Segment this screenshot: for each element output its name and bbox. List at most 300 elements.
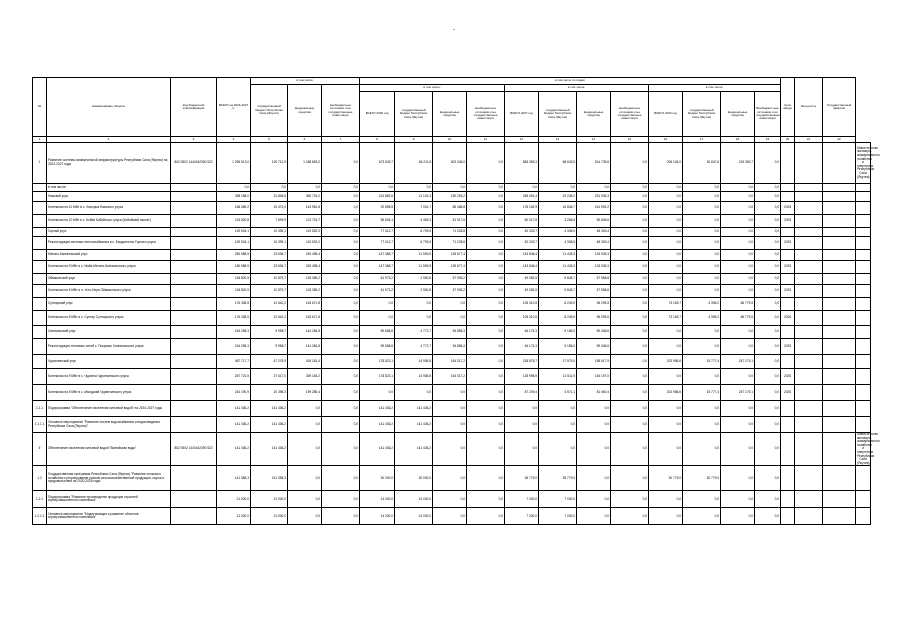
value-cell: 0,0 <box>433 184 467 192</box>
value-cell: 0,0 <box>322 202 360 215</box>
value-cell: 0,0 <box>467 385 505 401</box>
value-cell: 0,0 <box>721 369 755 385</box>
value-cell: 0,0 <box>649 326 683 339</box>
value-cell: 202 986,6 <box>649 355 683 369</box>
row-code: 802 0502 1440442390 522 <box>171 433 217 466</box>
value-cell <box>823 202 856 215</box>
value-cell: 0,0 <box>322 466 360 491</box>
value-cell: 141 436,2 <box>395 417 433 433</box>
value-cell: 0,0 <box>755 339 781 355</box>
value-cell <box>795 401 823 417</box>
value-cell <box>795 215 823 228</box>
value-cell: 0,0 <box>611 433 649 466</box>
value-cell: 54 886,3 <box>433 339 467 355</box>
row-customer <box>856 192 871 202</box>
column-number: 15 <box>611 137 649 143</box>
value-cell: 35 779,0 <box>539 466 577 491</box>
value-cell: 0,0 <box>467 285 505 298</box>
value-cell <box>781 491 795 508</box>
value-cell: 11 445,3 <box>539 261 577 274</box>
row-code <box>171 491 217 508</box>
value-cell: 176 338,5 <box>217 298 251 311</box>
value-cell: 77 412,7 <box>360 237 395 250</box>
row-number <box>33 250 47 261</box>
value-cell <box>781 433 795 466</box>
value-cell: 61 973,2 <box>360 285 395 298</box>
value-cell: 0,0 <box>467 466 505 491</box>
table-row <box>33 326 871 339</box>
value-cell <box>823 339 856 355</box>
value-cell: 141 436,2 <box>395 433 433 466</box>
value-cell: 7 000,0 <box>505 491 539 508</box>
column-number: 14 <box>577 137 611 143</box>
value-cell <box>795 261 823 274</box>
value-cell: 2025 <box>781 202 795 215</box>
value-cell: 0,0 <box>505 433 539 466</box>
value-cell: 0,0 <box>433 385 467 401</box>
value-cell: 20 398,3 <box>251 385 288 401</box>
value-cell: 2025 <box>781 385 795 401</box>
column-number: 20 <box>781 137 795 143</box>
header-local: Внебюджет-ные источники и не государственные инвестиции <box>755 92 781 137</box>
value-cell: 143 848,4 <box>505 261 539 274</box>
row-customer: Министерство жилищно-коммунального хозяйства и энергетики Республики Саха (Якутия) <box>856 143 871 184</box>
row-code <box>171 228 217 237</box>
value-cell <box>795 202 823 215</box>
row-customer: Министерство жилищно-коммунального хозяйства и энергетики Республики Саха (Якутия) <box>857 432 880 465</box>
table-row <box>33 466 871 491</box>
value-cell <box>795 433 823 466</box>
row-name: Основное мероприятие "Модернизация и развитие объектов агропромышленного комплекса" <box>47 508 171 525</box>
value-cell: 59 406,6 <box>577 326 611 339</box>
value-cell: 0,0 <box>577 401 611 417</box>
value-cell: 0,0 <box>288 433 322 466</box>
value-cell: 1 296 513,0 <box>217 143 251 184</box>
column-number: 3 <box>171 137 217 143</box>
value-cell: 6 793,9 <box>395 228 433 237</box>
row-name: Котельная на 10 МВт в с. Хатырык Намского улуса <box>47 202 171 215</box>
value-cell: 119 532,0 <box>288 228 322 237</box>
row-name: Котельная на 8 МВт в с. Сунтар Сунтарского улуса <box>47 311 171 326</box>
row-code <box>171 192 217 202</box>
value-cell: 10 879,7 <box>251 274 288 285</box>
value-cell: 0,0 <box>683 369 721 385</box>
header-no: № <box>33 78 47 137</box>
header-group: в том числе: <box>360 85 505 92</box>
value-cell: 2025 <box>781 369 795 385</box>
value-cell: 0,0 <box>395 184 433 192</box>
value-cell: 0,0 <box>683 237 721 250</box>
value-cell: 0,0 <box>288 417 322 433</box>
row-customer <box>856 369 871 385</box>
value-cell: 30 779,0 <box>683 466 721 491</box>
row-code <box>171 202 217 215</box>
row-code <box>171 285 217 298</box>
value-cell: 0,0 <box>755 311 781 326</box>
value-cell: 49 082,5 <box>505 274 539 285</box>
value-cell: 66 779,5 <box>721 298 755 311</box>
value-cell: 0,0 <box>577 417 611 433</box>
value-cell <box>823 355 856 369</box>
value-cell <box>823 285 856 298</box>
column-number: 22 <box>823 137 856 143</box>
row-code: 802 0502 1440442390 522 <box>171 143 217 184</box>
row-number <box>33 237 47 250</box>
table-row <box>33 228 871 237</box>
row-code <box>171 184 217 192</box>
value-cell: 105 310,5 <box>505 311 539 326</box>
row-name: Обеспечение населения питьевой водой "Вилюйская вода" <box>47 433 171 466</box>
value-cell <box>781 143 795 184</box>
row-customer <box>856 285 871 298</box>
table-row <box>33 192 871 202</box>
value-cell: 141 358,3 <box>251 466 288 491</box>
value-cell: 0,0 <box>505 184 539 192</box>
value-cell: 339 184,2 <box>288 369 322 385</box>
row-code <box>171 298 217 311</box>
value-cell: 14 000,0 <box>360 491 395 508</box>
value-cell: 0,0 <box>322 250 360 261</box>
value-cell: 48 303,4 <box>577 237 611 250</box>
value-cell: 0,0 <box>721 417 755 433</box>
value-cell: 7 000,0 <box>505 508 539 525</box>
value-cell: 64 174,3 <box>505 326 539 339</box>
row-customer <box>856 326 871 339</box>
value-cell: 0,0 <box>322 274 360 285</box>
value-cell: 144 284,8 <box>288 339 322 355</box>
value-cell: 57 905,2 <box>433 274 467 285</box>
value-cell: 0,0 <box>755 466 781 491</box>
column-number: 13 <box>539 137 577 143</box>
header-total-year: ВСЕГО 2026 год <box>360 92 395 137</box>
value-cell: 7 001,7 <box>395 202 433 215</box>
value-cell: 180 988,9 <box>217 261 251 274</box>
value-cell <box>781 326 795 339</box>
value-cell: 141 436,2 <box>251 417 288 433</box>
value-cell <box>795 192 823 202</box>
value-cell: 87 209,4 <box>505 385 539 401</box>
value-cell: 0,0 <box>288 508 322 525</box>
value-cell: 8 245,9 <box>539 298 577 311</box>
row-number <box>33 285 47 298</box>
value-cell: 14 985,8 <box>395 369 433 385</box>
value-cell: 154 298,3 <box>217 326 251 339</box>
row-number <box>33 385 47 401</box>
value-cell: 2025 <box>781 339 795 355</box>
value-cell: 66 211,8 <box>395 143 433 184</box>
value-cell: 0,0 <box>721 202 755 215</box>
value-cell <box>795 184 823 192</box>
row-customer <box>856 215 871 228</box>
value-cell: 10 395,1 <box>251 228 288 237</box>
value-cell: 487 717,7 <box>217 355 251 369</box>
value-cell: 73 169,7 <box>649 311 683 326</box>
row-code <box>171 326 217 339</box>
value-cell <box>823 385 856 401</box>
value-cell: 0,0 <box>683 184 721 192</box>
value-cell: 0,0 <box>467 202 505 215</box>
value-cell <box>795 237 823 250</box>
value-cell <box>795 298 823 311</box>
value-cell: 0,0 <box>288 184 322 192</box>
value-cell <box>781 184 795 192</box>
value-cell: 0,0 <box>288 401 322 417</box>
row-number: 1.2.1.1 <box>33 508 47 525</box>
value-cell: 0,0 <box>322 215 360 228</box>
row-code <box>171 355 217 369</box>
value-cell: 0,0 <box>611 237 649 250</box>
value-cell: 0,0 <box>322 285 360 298</box>
value-cell: 115 620,8 <box>217 215 251 228</box>
row-number <box>33 355 47 369</box>
value-cell: 30 847,6 <box>683 143 721 184</box>
value-cell: 602 436,0 <box>433 143 467 184</box>
value-cell: 0,0 <box>467 274 505 285</box>
value-cell: 0,0 <box>433 491 467 508</box>
row-number: 1.2 <box>33 466 47 491</box>
value-cell: 583 383,3 <box>505 143 539 184</box>
header-extra: внебюджетные источники и не государственные инвестиции <box>467 92 505 137</box>
value-cell: 49 082,5 <box>505 285 539 298</box>
value-cell: 0,0 <box>755 491 781 508</box>
row-code <box>171 215 217 228</box>
value-cell: 0,0 <box>611 228 649 237</box>
value-cell: 133 935,3 <box>577 261 611 274</box>
value-cell: 0,0 <box>360 184 395 192</box>
header-federal: федеральные средства <box>721 92 755 137</box>
value-cell: 0,0 <box>577 491 611 508</box>
row-customer <box>856 237 871 250</box>
value-cell: 7 899,9 <box>251 215 288 228</box>
value-cell: 0,0 <box>755 285 781 298</box>
value-cell: 0,0 <box>683 326 721 339</box>
value-cell: 0,0 <box>649 417 683 433</box>
row-number <box>33 228 47 237</box>
value-cell <box>795 339 823 355</box>
table-row <box>33 491 871 508</box>
row-customer <box>856 202 871 215</box>
row-name: в том числе: <box>47 184 171 192</box>
row-name: Оймяконский улус <box>47 274 171 285</box>
row-name: Подпрограмма "Развитие производства продукции отраслей агропромышленного комплекса" <box>47 491 171 508</box>
value-cell: 21 000,0 <box>251 491 288 508</box>
value-cell: 14 000,0 <box>395 508 433 525</box>
header-customer: Государственный заказчик <box>823 78 856 137</box>
row-name: Реконструкция системы теплоснабжения в с. Бердигестях Горного улуса <box>47 237 171 250</box>
value-cell: 8 245,9 <box>539 311 577 326</box>
column-number: 10 <box>433 137 467 143</box>
row-customer <box>856 355 871 369</box>
value-cell <box>823 369 856 385</box>
value-cell: 0,0 <box>649 274 683 285</box>
value-cell: 19 248,2 <box>539 192 577 202</box>
value-cell: 0,0 <box>322 298 360 311</box>
value-cell: 141 436,2 <box>360 401 395 417</box>
value-cell: 178 823,1 <box>360 355 395 369</box>
value-cell: 0,0 <box>322 228 360 237</box>
row-code <box>171 466 217 491</box>
value-cell: 2 950,8 <box>395 274 433 285</box>
value-cell: 81 660,4 <box>577 385 611 401</box>
value-cell: 128 998,9 <box>505 369 539 385</box>
value-cell: 5 845,7 <box>539 285 577 298</box>
value-cell: 247 179,1 <box>721 385 755 401</box>
value-cell: 141 436,2 <box>395 401 433 417</box>
value-cell: 0,0 <box>322 237 360 250</box>
row-name: Государственная программа Республики Саха (Якутия) "Развитие сельского хозяйства и регулирование рынков сельскохозяйственной продукции, сырья и продовольствия на 2020-2026 годы" <box>47 466 171 491</box>
value-cell: 0,0 <box>683 202 721 215</box>
value-cell: 141 436,2 <box>360 433 395 466</box>
value-cell: 0,0 <box>649 237 683 250</box>
row-customer <box>856 228 871 237</box>
value-cell: 0,0 <box>755 298 781 311</box>
column-number: 9 <box>395 137 433 143</box>
value-cell: 0,0 <box>755 184 781 192</box>
value-cell <box>795 508 823 525</box>
value-cell: 231 905,3 <box>577 192 611 202</box>
value-cell <box>823 228 856 237</box>
value-cell: 0,0 <box>433 401 467 417</box>
value-cell: 0,0 <box>649 491 683 508</box>
value-cell: 4 396,2 <box>683 298 721 311</box>
value-cell: 143 981,8 <box>288 202 322 215</box>
value-cell: 0,0 <box>395 298 433 311</box>
value-cell: 57 968,8 <box>577 285 611 298</box>
value-cell: 0,0 <box>649 228 683 237</box>
value-cell <box>795 326 823 339</box>
value-cell: 0,0 <box>721 192 755 202</box>
value-cell: 0,0 <box>611 417 649 433</box>
value-cell: 0,0 <box>433 298 467 311</box>
value-cell: 418 181,4 <box>288 355 322 369</box>
value-cell: 0,0 <box>683 339 721 355</box>
value-cell <box>823 491 856 508</box>
value-cell: 0,0 <box>360 298 395 311</box>
value-cell: 0,0 <box>755 228 781 237</box>
table-row <box>33 355 871 369</box>
row-code <box>171 250 217 261</box>
value-cell: 77 412,7 <box>360 228 395 237</box>
row-number <box>33 184 47 192</box>
value-cell: 0,0 <box>611 184 649 192</box>
value-cell: 154 298,3 <box>217 339 251 355</box>
value-cell: 0,0 <box>467 417 505 433</box>
value-cell: 0,0 <box>755 215 781 228</box>
value-cell: 0,0 <box>395 311 433 326</box>
row-customer <box>856 385 871 401</box>
value-cell: 14 000,0 <box>395 491 433 508</box>
value-cell: 0,0 <box>360 311 395 326</box>
value-cell: 85 486,8 <box>433 202 467 215</box>
value-cell <box>823 237 856 250</box>
value-cell: 0,0 <box>755 237 781 250</box>
value-cell: 0,0 <box>721 285 755 298</box>
value-cell: 0,0 <box>611 143 649 184</box>
table-row <box>33 274 871 285</box>
value-cell: 0,0 <box>251 184 288 192</box>
column-number: 2 <box>47 137 171 143</box>
value-cell: 0,0 <box>755 433 781 466</box>
value-cell: 0,0 <box>755 385 781 401</box>
value-cell: 5 186,0 <box>539 326 577 339</box>
table-row <box>33 508 871 525</box>
value-cell: 0,0 <box>611 339 649 355</box>
value-cell: 55 606,1 <box>360 215 395 228</box>
value-cell: 0,0 <box>577 184 611 192</box>
value-cell: 398 188,0 <box>217 192 251 202</box>
value-cell: 11 124,3 <box>395 192 433 202</box>
value-cell: 218 878,7 <box>505 355 539 369</box>
value-cell: 0,0 <box>611 385 649 401</box>
header-republic: государственный бюджет Республики Саха (Якутия) <box>683 92 721 137</box>
value-cell: 6 793,9 <box>395 237 433 250</box>
value-cell <box>823 184 856 192</box>
row-number: 1.1.1.1 <box>33 417 47 433</box>
table-row <box>33 143 871 184</box>
value-cell: 0,0 <box>467 369 505 385</box>
value-cell <box>823 311 856 326</box>
value-cell: 0,0 <box>721 401 755 417</box>
value-cell: 0,0 <box>577 508 611 525</box>
value-cell <box>795 417 823 433</box>
value-cell: 59 658,8 <box>360 326 395 339</box>
value-cell: 0,0 <box>322 184 360 192</box>
value-cell <box>823 433 856 466</box>
value-cell: 141 436,2 <box>360 417 395 433</box>
value-cell: 0,0 <box>467 355 505 369</box>
value-cell: 164 317,2 <box>433 369 467 385</box>
value-cell <box>795 228 823 237</box>
header-group: в том числе по годам: <box>360 78 781 85</box>
value-cell: 247 179,1 <box>721 355 755 369</box>
value-cell <box>781 508 795 525</box>
value-cell: 0,0 <box>755 274 781 285</box>
row-code <box>171 417 217 433</box>
value-cell: 0,0 <box>467 508 505 525</box>
value-cell: 168 489,2 <box>217 202 251 215</box>
value-cell <box>823 261 856 274</box>
value-cell: 0,0 <box>322 355 360 369</box>
value-cell <box>781 274 795 285</box>
value-cell <box>823 326 856 339</box>
value-cell: 30 000,0 <box>395 466 433 491</box>
header-total: ВСЕГО на 2024-2027 гг. <box>217 78 251 137</box>
value-cell: 0,0 <box>467 298 505 311</box>
value-cell: 0,0 <box>721 261 755 274</box>
column-number: 7 <box>322 137 360 143</box>
row-number <box>33 326 47 339</box>
header-federal: федеральные средства <box>577 92 611 137</box>
value-cell: 0,0 <box>467 491 505 508</box>
value-cell: 4 772,7 <box>395 326 433 339</box>
value-cell: 4 772,7 <box>395 339 433 355</box>
value-cell: 163 671,8 <box>288 298 322 311</box>
value-cell: 215 350,7 <box>721 143 755 184</box>
value-cell: 0,0 <box>721 433 755 466</box>
value-cell: 0,0 <box>683 192 721 202</box>
header-republic: государственный бюджет Республики Саха (Якутия) <box>395 92 433 137</box>
value-cell: 7 000,0 <box>539 508 577 525</box>
table-row <box>33 202 871 215</box>
value-cell: 0,0 <box>611 298 649 311</box>
table-row <box>33 285 871 298</box>
value-cell <box>823 466 856 491</box>
value-cell: 60 017,8 <box>505 215 539 228</box>
value-cell: 0,0 <box>649 433 683 466</box>
column-number: 12 <box>505 137 539 143</box>
value-cell: 7 000,0 <box>539 491 577 508</box>
value-cell: 21 000,0 <box>251 508 288 525</box>
